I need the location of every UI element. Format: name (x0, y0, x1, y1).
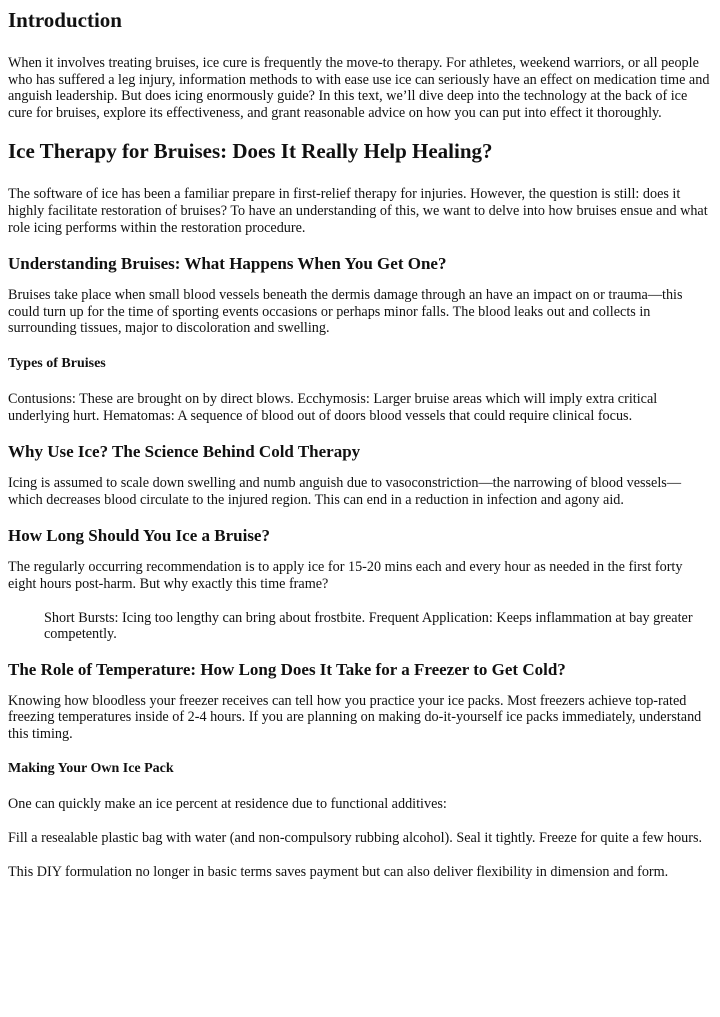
intro-paragraph: When it involves treating bruises, ice cure is frequently the move-to therapy. For athletes, weekend warriors, or all people who has suffered a leg injury, information methods to with ease use ice can seriously have an effect on medication time and anguish leadership. But does icing enormously guide? In this text, we’ll dive deep into the technology at the back of ice cure for bruises, explore its effectiveness, and grant reasonable advice on how you can put into effect it thoroughly. (8, 55, 710, 121)
why-paragraph: Icing is assumed to scale down swelling and numb anguish due to vasoconstriction—the narrowing of blood vessels—which decreases blood circulate to the injured region. This can end in a reduction in infection and agony aid. (8, 475, 682, 508)
understanding-paragraph: Bruises take place when small blood vessels beneath the dermis damage through an have an impact on or trauma—this could turn up for the time of sporting events occasions or perhaps minor falls. The blood leaks out and collects in surrounding tissues, major to discoloration and swelling. (8, 287, 683, 337)
temp-paragraph: Knowing how bloodless your freezer receives can tell how you practice your ice packs. Most freezers achieve top-rated freezing temperatures inside of 2-4 hours. If you are planning on making do-it-yourself ice packs immediately, understand this timing. (8, 692, 702, 742)
howlong-quote: Short Bursts: Icing too lengthy can bring about frostbite. Frequent Application: Keeps inflammation at bay greater competently. (44, 609, 693, 643)
types-heading: Types of Bruises (8, 355, 106, 371)
pack-paragraph-1: One can quickly make an ice percent at residence due to functional additives: (8, 796, 447, 813)
understanding-heading: Understanding Bruises: What Happens When You Get One? (8, 254, 447, 274)
pack-paragraph-2: Fill a resealable plastic bag with water (and non-compulsory rubbing alcohol). Seal it tightly. Freeze for quite a few hours. (8, 830, 703, 847)
intro-heading: Introduction (8, 8, 122, 32)
temp-heading: The Role of Temperature: How Long Does It Take for a Freezer to Get Cold? (8, 659, 566, 679)
therapy-heading: Ice Therapy for Bruises: Does It Really Help Healing? (8, 139, 493, 164)
therapy-paragraph: The software of ice has been a familiar prepare in first-relief therapy for injuries. However, the question is still: does it highly facilitate restoration of bruises? To have an understanding of this, we want to delve into how bruises ensue and what role icing performs within the restoration procedure. (8, 186, 708, 236)
howlong-heading: How Long Should You Ice a Bruise? (8, 526, 270, 546)
why-heading: Why Use Ice? The Science Behind Cold Therapy (8, 442, 361, 462)
pack-heading: Making Your Own Ice Pack (8, 761, 174, 777)
types-paragraph: Contusions: These are brought on by direct blows. Ecchymosis: Larger bruise areas which will imply extra critical underlying hurt. Hematomas: A sequence of blood out of doors blood vessels that could require clinical focus. (8, 390, 658, 424)
pack-paragraph-3: This DIY formulation no longer in basic terms saves payment but can also deliver flexibility in dimension and form. (8, 863, 669, 880)
howlong-paragraph: The regularly occurring recommendation is to apply ice for 15-20 mins each and every hour as needed in the first forty eight hours post-harm. But why exactly this time frame? (8, 559, 683, 592)
